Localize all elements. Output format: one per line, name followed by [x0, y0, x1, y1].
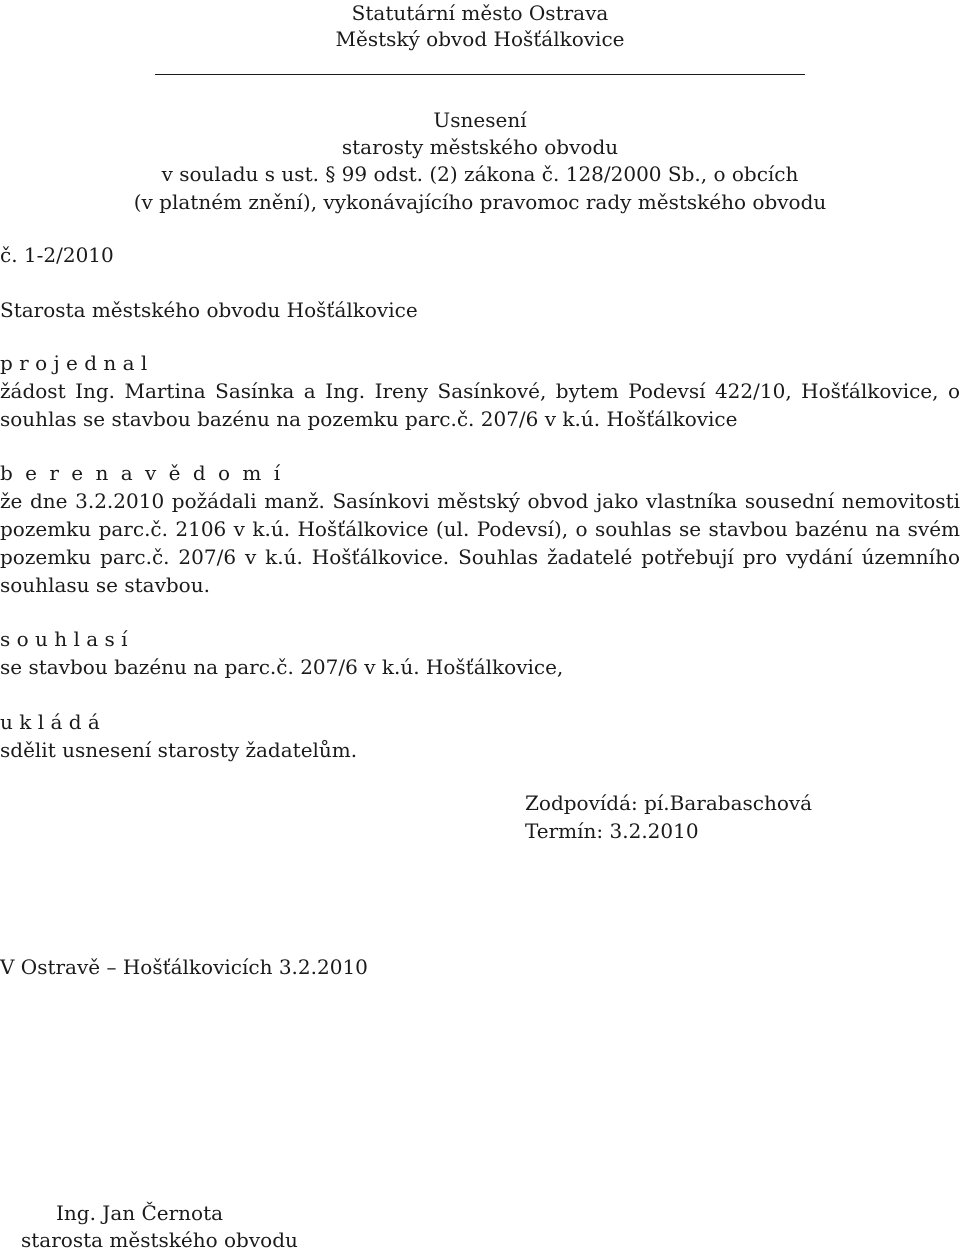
- document-title: Usnesení: [433, 108, 527, 132]
- place-and-date: V Ostravě – Hošťálkovicích 3.2.2010: [0, 955, 368, 979]
- notes-text-line-1: že dne 3.2.2010 požádali manž. Sasínkovi městský obvod jako vlastníka sousední nemovitosti: [0, 489, 960, 513]
- responsible-person: Zodpovídá: pí.Barabaschová: [525, 791, 813, 815]
- agrees-text: se stavbou bazénu na parc.č. 207/6 v k.ú. Hošťálkovice,: [0, 655, 564, 679]
- header-divider: [155, 74, 805, 75]
- orders-text: sdělit usnesení starosty žadatelům.: [0, 738, 358, 762]
- notes-text-line-2: pozemku parc.č. 2106 v k.ú. Hošťálkovice (ul. Podevsí), o souhlas se stavbou bazénu na svém: [0, 517, 960, 541]
- orders-heading: u k l á d á: [0, 710, 100, 734]
- discussed-heading: p r o j e d n a l: [0, 351, 148, 375]
- resolution-number: č. 1-2/2010: [0, 243, 114, 267]
- notes-text-line-3: pozemku parc.č. 207/6 v k.ú. Hošťálkovice. Souhlas žadatelé potřebují pro vydání územního: [0, 545, 960, 569]
- deadline: Termín: 3.2.2010: [525, 819, 699, 843]
- document-subtitle: starosty městského obvodu: [341, 135, 619, 159]
- notes-heading: b e r e n a v ě d o m í: [0, 461, 284, 485]
- agrees-heading: s o u h l a s í: [0, 627, 128, 651]
- signatory-name: Ing. Jan Černota: [56, 1201, 224, 1225]
- legal-basis-line: v souladu s ust. § 99 odst. (2) zákona č. 128/2000 Sb., o obcích: [161, 162, 799, 186]
- discussed-text-line-1: žádost Ing. Martina Sasínka a Ing. Ireny Sasínkové, bytem Podevsí 422/10, Hošťálkovice, o: [0, 379, 960, 403]
- district-name: Městský obvod Hošťálkovice: [335, 27, 625, 51]
- discussed-text-line-2: souhlas se stavbou bazénu na pozemku parc.č. 207/6 v k.ú. Hošťálkovice: [0, 407, 738, 431]
- city-name: Statutární město Ostrava: [351, 1, 609, 25]
- authority-line: Starosta městského obvodu Hošťálkovice: [0, 298, 418, 322]
- signatory-role: starosta městského obvodu: [21, 1228, 298, 1252]
- notes-text-line-4: souhlasu se stavbou.: [0, 573, 210, 597]
- legal-basis-line-2: (v platném znění), vykonávajícího pravomoc rady městského obvodu: [133, 190, 827, 214]
